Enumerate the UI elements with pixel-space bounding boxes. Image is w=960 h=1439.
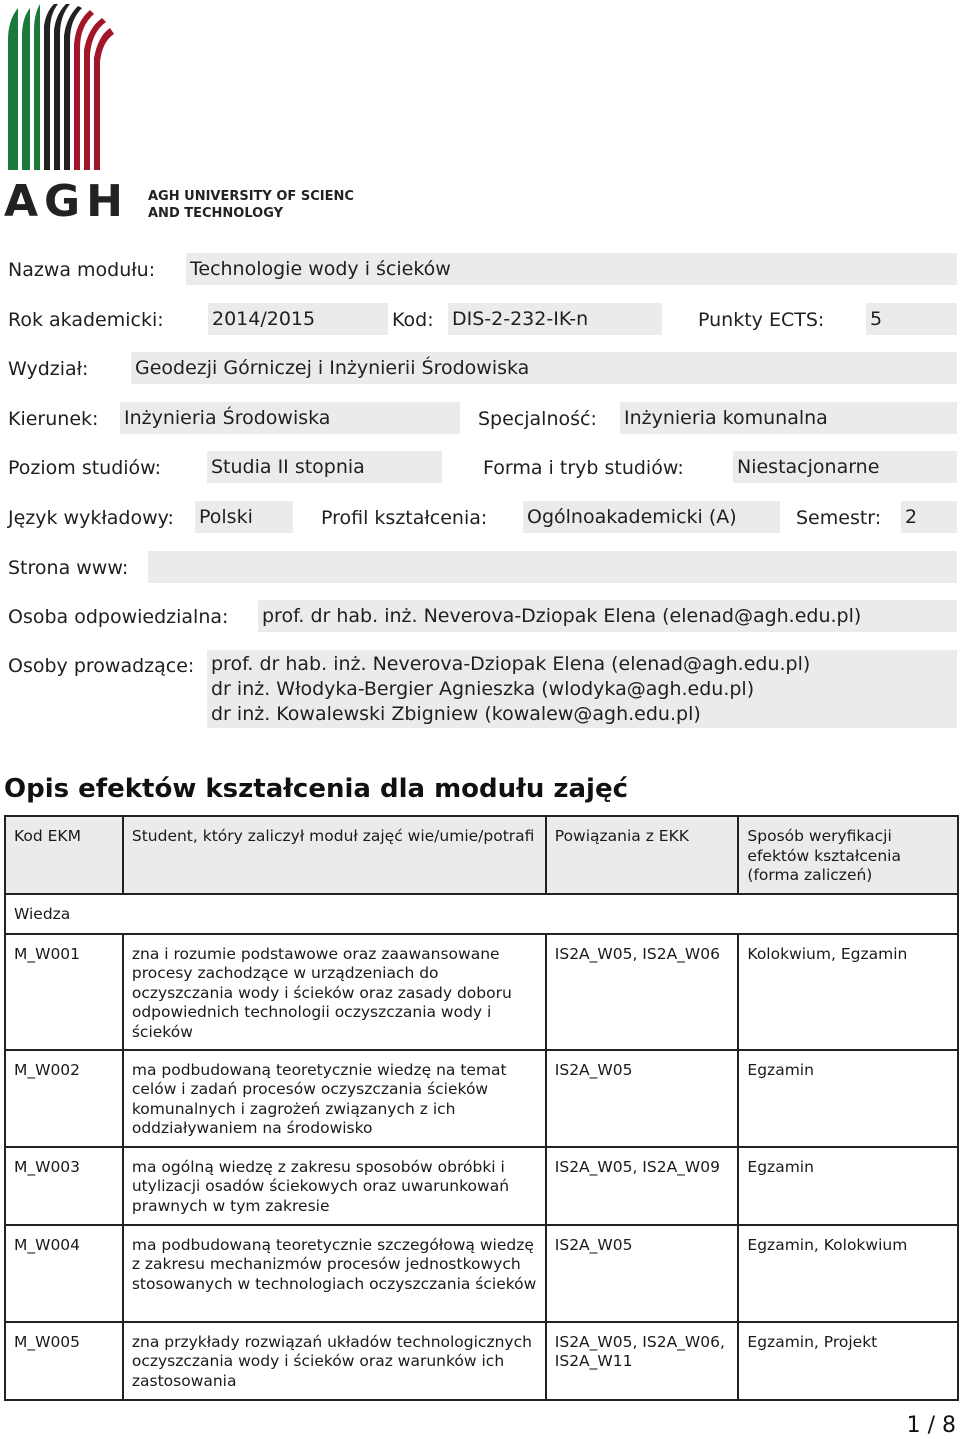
code-label: Kod: [392, 309, 434, 331]
table-row [5, 1050, 958, 1147]
learning-outcomes-table [4, 815, 959, 1401]
specialty-value: Inżynieria komunalna [620, 402, 957, 434]
row-links: IS2A_W05, IS2A_W06 [546, 934, 739, 1050]
row-code: M_W002 [5, 1050, 123, 1147]
row-verification: Egzamin [738, 1147, 958, 1225]
row-code: M_W005 [5, 1322, 123, 1400]
row-description: ma podbudowaną teoretycznie szczegółową wiedzę z zakresu mechanizmów procesów jednostkowych stosowanych w technologiach oczyszczania ścieków [123, 1225, 546, 1322]
agh-emblem-icon [4, 0, 354, 222]
faculty-value: Geodezji Górniczej i Inżynierii Środowiska [131, 352, 957, 384]
row-verification: Egzamin [738, 1050, 958, 1147]
semester-label: Semestr: [796, 507, 882, 529]
agh-letters: AGH [4, 176, 129, 222]
header-description: Student, który zaliczył moduł zajęć wie/umie/potrafi [123, 816, 546, 894]
level-label: Poziom studiów: [8, 457, 162, 479]
teacher-item: dr inż. Włodyka-Bergier Agnieszka (wlodyka@agh.edu.pl) [211, 678, 755, 700]
website-label: Strona www: [8, 557, 129, 579]
row-description: ma ogólną wiedzę z zakresu sposobów obróbki i utylizacji osadów ściekowych oraz uwarunkowań prawnych w tym zakresie [123, 1147, 546, 1225]
row-links: IS2A_W05, IS2A_W09 [546, 1147, 739, 1225]
profile-label: Profil kształcenia: [321, 507, 488, 529]
responsible-value: prof. dr hab. inż. Neverova-Dziopak Elena (elenad@agh.edu.pl) [258, 600, 957, 632]
section-title: Opis efektów kształcenia dla modułu zajęć [4, 774, 629, 804]
university-name-line2: AND TECHNOLOGY [148, 206, 284, 221]
header-verification: Sposób weryfikacji efektów kształcenia (forma zaliczeń) [738, 816, 958, 894]
row-code: M_W001 [5, 934, 123, 1050]
table-row [5, 1147, 958, 1225]
row-links: IS2A_W05 [546, 1050, 739, 1147]
field-value: Inżynieria Środowiska [120, 402, 460, 434]
profile-value: Ogólnoakademicki (A) [523, 501, 780, 533]
row-verification: Kolokwium, Egzamin [738, 934, 958, 1050]
row-code: M_W004 [5, 1225, 123, 1322]
level-value: Studia II stopnia [207, 451, 442, 483]
teacher-item: prof. dr hab. inż. Neverova-Dziopak Elena (elenad@agh.edu.pl) [211, 653, 811, 675]
field-label: Kierunek: [8, 408, 99, 430]
table-row [5, 1225, 958, 1322]
specialty-label: Specjalność: [478, 408, 597, 430]
faculty-label: Wydział: [8, 358, 89, 380]
row-description: zna przykłady rozwiązań układów technologicznych oczyszczania wody i ścieków oraz warunków ich zastosowania [123, 1322, 546, 1400]
module-name-label: Nazwa modułu: [8, 259, 156, 281]
table-header-row [5, 816, 958, 894]
ects-value: 5 [866, 303, 957, 335]
website-value [148, 551, 957, 583]
university-name-line1: AGH UNIVERSITY OF SCIENCE [148, 189, 354, 204]
page-number: 1 / 8 [906, 1413, 956, 1438]
group-row-knowledge [5, 894, 958, 934]
row-description: zna i rozumie podstawowe oraz zaawansowane procesy zachodzące w urządzeniach do oczyszczania wody i ścieków oraz zasady doboru odpowiednich technologii oczyszczania wody i ścieków [123, 934, 546, 1050]
row-code: M_W003 [5, 1147, 123, 1225]
header-links: Powiązania z EKK [546, 816, 739, 894]
study-form-label: Forma i tryb studiów: [483, 457, 684, 479]
language-value: Polski [195, 501, 293, 533]
row-links: IS2A_W05 [546, 1225, 739, 1322]
row-verification: Egzamin, Kolokwium [738, 1225, 958, 1322]
row-description: ma podbudowaną teoretycznie wiedzę na temat celów i zadań procesów oczyszczania ścieków komunalnych i zagrożeń związanych z ich oddziaływaniem na środowisko [123, 1050, 546, 1147]
module-name-value: Technologie wody i ścieków [186, 253, 957, 285]
header-code: Kod EKM [5, 816, 123, 894]
table-row [5, 1322, 958, 1400]
teachers-label: Osoby prowadzące: [8, 655, 195, 677]
academic-year-label: Rok akademicki: [8, 309, 164, 331]
row-verification: Egzamin, Projekt [738, 1322, 958, 1400]
code-value: DIS-2-232-IK-n [448, 303, 662, 335]
agh-logo [4, 0, 354, 222]
academic-year-value: 2014/2015 [208, 303, 388, 335]
study-form-value: Niestacjonarne [733, 451, 957, 483]
teacher-item: dr inż. Kowalewski Zbigniew (kowalew@agh.edu.pl) [211, 703, 701, 725]
responsible-label: Osoba odpowiedzialna: [8, 606, 229, 628]
teachers-list [207, 650, 957, 728]
ects-label: Punkty ECTS: [698, 309, 825, 331]
table-row [5, 934, 958, 1050]
semester-value: 2 [901, 501, 957, 533]
language-label: Język wykładowy: [8, 507, 174, 529]
row-links: IS2A_W05, IS2A_W06, IS2A_W11 [546, 1322, 739, 1400]
group-label: Wiedza [5, 894, 958, 934]
